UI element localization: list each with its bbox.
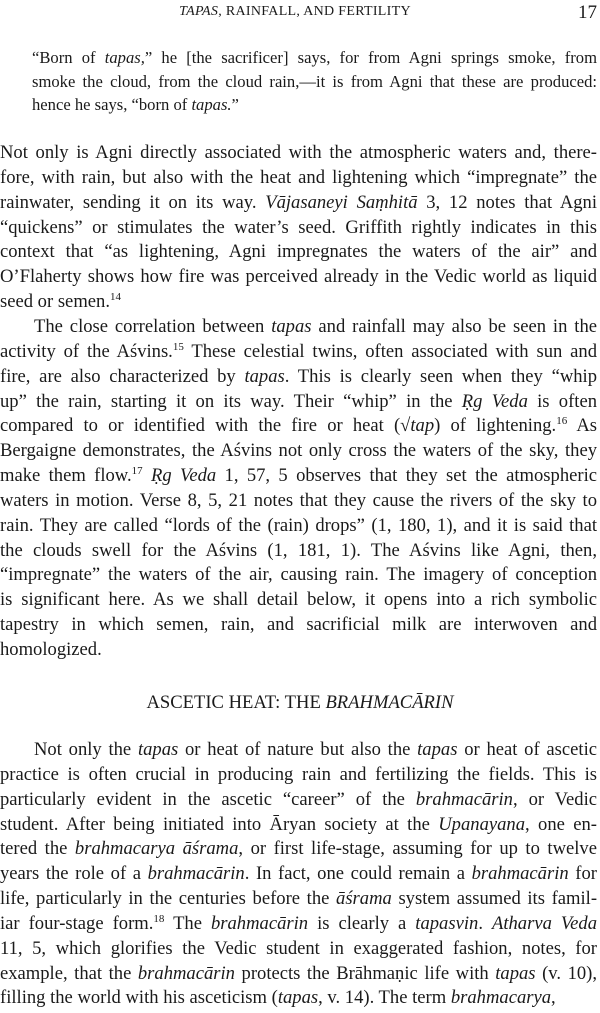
italic-text: brahmacarya	[450, 987, 552, 1009]
text-run: system assumed its famil-	[391, 888, 598, 910]
italic-text: brahmacarya āśrama	[74, 838, 239, 860]
paragraph-1	[0, 141, 597, 315]
text-line	[0, 216, 597, 241]
text-line	[0, 887, 597, 912]
text-run: particularly evident in the ascetic “career” of the	[0, 788, 416, 810]
text-run: tered the	[0, 838, 75, 860]
text-run: fore, with rain, but also with the heat and lightening which “impregnate” the	[0, 166, 597, 188]
text-run: rainwater, sending it on its way.	[0, 191, 266, 213]
italic-text: tapas	[417, 739, 458, 760]
footnote-ref: 16	[556, 415, 568, 428]
text-run: O’Flaherty shows how fire was perceived already in the Vedic world as liquid	[0, 266, 597, 288]
text-run: ,	[551, 987, 556, 1009]
italic-text: tapas,	[104, 48, 145, 67]
text-line	[0, 365, 597, 390]
italic-text: āśrama	[336, 888, 392, 910]
text-line	[0, 439, 597, 464]
text-line	[0, 588, 597, 613]
text-line	[0, 862, 597, 887]
section-heading-roman: ASCETIC HEAT: THE	[146, 692, 326, 713]
text-line	[0, 763, 597, 788]
text-run: filling the world with his asceticism (	[0, 987, 278, 1009]
text-run: Not only is Agni directly associated with the atmospheric waters and, there-	[0, 142, 597, 163]
italic-text: tapas	[271, 316, 312, 337]
section-heading	[0, 692, 600, 714]
text-line	[0, 141, 597, 166]
text-run: tapestry in which semen, rain, and sacrificial milk are interwoven and	[0, 614, 597, 636]
text-line	[0, 788, 597, 813]
text-line	[0, 464, 597, 489]
text-run: student. After being initiated into Āryan society at the	[0, 813, 439, 835]
text-run: and rainfall may also be seen in the	[311, 316, 597, 337]
text-run: make them flow.	[0, 465, 132, 487]
text-line	[0, 837, 597, 862]
italic-text: Ṛg Veda	[151, 465, 217, 487]
text-run: smoke the cloud, from the cloud rain,—it is from Agni that these are produced:	[32, 71, 597, 91]
text-run: , or Vedic	[512, 788, 597, 810]
text-run: . In fact, one could remain a	[244, 863, 472, 885]
italic-text: Upanayana	[438, 813, 526, 835]
text-run: As	[567, 415, 597, 437]
text-run: 1, 57, 5 observes that they set the atmospheric	[216, 465, 597, 487]
text-run: , or first life-stage, assuming for up to twelve	[238, 838, 597, 860]
text-line	[0, 738, 597, 763]
paragraph-2	[0, 315, 597, 663]
page-number: 17	[578, 2, 597, 23]
footnote-ref: 17	[131, 465, 143, 478]
italic-text: Atharva Veda	[491, 912, 598, 934]
text-line	[0, 539, 597, 564]
text-run: 3, 12 notes that Agni	[417, 191, 598, 213]
text-run: , v. 14). The term	[318, 987, 451, 1009]
text-run: “impregnate” the waters of the air, causing rain. The imagery of conception	[0, 564, 597, 586]
italic-text: tapas	[244, 365, 285, 387]
text-run: life, particularly in the centuries before the	[0, 888, 337, 910]
paragraph-3	[0, 738, 597, 1011]
text-line	[0, 514, 597, 539]
text-run: ”	[231, 95, 239, 114]
text-line	[0, 240, 597, 265]
text-line	[0, 638, 597, 663]
italic-text: tapasvin	[415, 912, 479, 934]
text-line	[0, 986, 597, 1011]
section-heading-italic: BRAHMACĀRIN	[325, 692, 454, 713]
footnote-ref: 14	[109, 291, 121, 304]
italic-text: tap	[410, 415, 435, 437]
text-run: activity of the Aśvins.	[0, 340, 173, 362]
text-run	[143, 465, 151, 486]
text-line	[32, 93, 597, 117]
text-run: ” he [the sacrificer] says, for from Agni springs smoke, from	[144, 48, 597, 67]
text-line	[0, 563, 597, 588]
text-run: ) of lightening.	[434, 415, 557, 437]
text-line	[0, 191, 597, 216]
italic-text: tapas	[137, 739, 179, 760]
italic-text: brahmacārin	[471, 863, 569, 885]
text-run: protects the Brāhmaṇic life with	[234, 962, 496, 984]
block-quote	[32, 46, 597, 117]
text-run: The close correlation between	[34, 316, 272, 337]
text-run: homologized.	[0, 638, 102, 660]
text-line	[0, 962, 597, 987]
running-title-italic: TAPAS	[179, 4, 219, 19]
text-run: waters in motion. Verse 8, 5, 21 notes that they cause the rivers of the sky to	[0, 489, 597, 511]
italic-text: brahmacārin	[137, 962, 235, 984]
text-run: .	[478, 912, 492, 934]
text-run: is often	[527, 390, 597, 412]
running-header	[0, 2, 600, 24]
text-run: up” the rain, starting it on its way. Their “whip” in the	[0, 390, 462, 412]
text-run: Bergaigne demonstrates, the Aśvins not only cross the waters of the sky, they	[0, 440, 597, 462]
italic-text: brahmacārin	[415, 788, 513, 810]
text-run: rain. They are called “lords of the (rain) drops” (1, 180, 1), and it is said that	[0, 514, 597, 536]
running-title	[0, 4, 590, 20]
text-run: is clearly a	[308, 912, 416, 934]
text-line	[0, 265, 597, 290]
text-run: “Born of	[32, 48, 105, 67]
text-line	[0, 912, 597, 937]
italic-text: tapas	[495, 962, 536, 984]
text-run: is significant here. As we shall detail below, it opens into a rich symbolic	[0, 589, 597, 611]
text-run: example, that the	[0, 962, 138, 984]
text-run: hence he says, “born of	[32, 95, 192, 114]
text-run: Not only the	[34, 739, 138, 760]
italic-text: tapas	[277, 987, 319, 1009]
running-title-rest: , RAINFALL, AND FERTILITY	[218, 4, 411, 19]
text-line	[0, 813, 597, 838]
text-run: years the role of a	[0, 863, 148, 885]
text-line	[0, 414, 597, 439]
text-run: fire, are also characterized by	[0, 365, 245, 387]
text-run: practice is often crucial in producing rain and fertilizing the fields. This is	[0, 763, 597, 785]
text-run: the clouds swell for the Aśvins (1, 181, 1). The Aśvins like Agni, then,	[0, 539, 597, 561]
text-run: “quickens” or stimulates the water’s seed. Griffith rightly indicates in this	[0, 216, 597, 238]
text-run: 11, 5, which glorifies the Vedic student in exaggerated fashion, notes, for	[0, 937, 597, 959]
text-run: seed or semen.	[0, 291, 110, 313]
italic-text: Ṛg Veda	[461, 390, 528, 412]
text-run: compared to or identified with the fire or heat (√	[0, 415, 411, 437]
text-line	[0, 937, 597, 962]
italic-text: tapas.	[191, 95, 232, 114]
text-run: context that “as lightening, Agni impregnates the waters of the air” and	[0, 241, 597, 263]
text-line	[0, 166, 597, 191]
text-line	[0, 315, 597, 340]
text-run: iar four-stage form.	[0, 912, 154, 934]
text-run: or heat of nature but also the	[178, 739, 418, 760]
text-line	[0, 340, 597, 365]
italic-text: brahmacārin	[210, 912, 309, 934]
italic-text: Vājasaneyi Saṃhitā	[265, 191, 418, 213]
text-line	[32, 70, 597, 94]
footnote-ref: 18	[153, 912, 165, 925]
text-line	[0, 290, 597, 315]
text-line	[0, 489, 597, 514]
text-run: or heat of ascetic	[457, 739, 597, 760]
italic-text: brahmacārin	[147, 863, 245, 885]
text-run: , one en-	[525, 813, 597, 835]
text-run: (v. 10),	[535, 962, 598, 984]
text-line	[32, 46, 597, 70]
text-run: for	[568, 863, 597, 885]
text-run: . This is clearly seen when they “whip	[284, 365, 598, 387]
text-run: The	[164, 912, 211, 934]
text-run: These celestial twins, often associated with sun and	[183, 340, 597, 362]
footnote-ref: 15	[172, 340, 184, 353]
text-line	[0, 613, 597, 638]
text-line	[0, 390, 597, 415]
